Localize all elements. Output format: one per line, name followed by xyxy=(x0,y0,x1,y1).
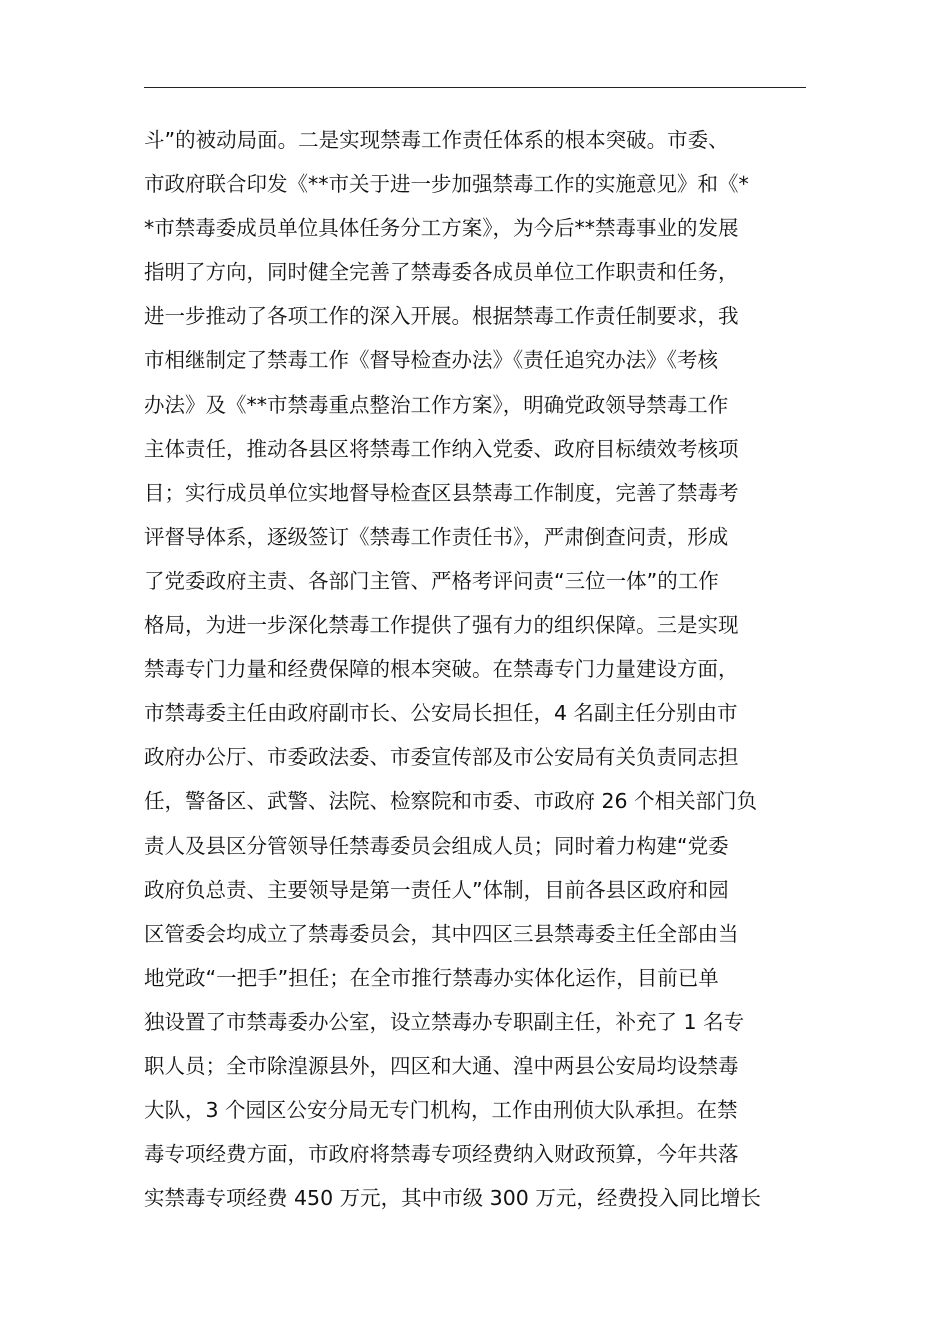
text-line: 区管委会均成立了禁毒委员会，其中四区三县禁毒委主任全部由当 xyxy=(144,921,739,946)
text-line: *市禁毒委成员单位具体任务分工方案》，为今后**禁毒事业的发展 xyxy=(144,216,739,241)
body-text xyxy=(144,118,808,1220)
text-line: 指明了方向，同时健全完善了禁毒委各成员单位工作职责和任务， xyxy=(144,260,739,285)
text-line: 格局，为进一步深化禁毒工作提供了强有力的组织保障。三是实现 xyxy=(144,613,739,638)
text-line: 目；实行成员单位实地督导检查区县禁毒工作制度，完善了禁毒考 xyxy=(144,480,739,505)
text-line: 独设置了市禁毒委办公室，设立禁毒办专职副主任，补充了 1 名专 xyxy=(144,1009,745,1034)
text-line: 政府负总责、主要领导是第一责任人”体制，目前各县区政府和园 xyxy=(144,877,729,902)
text-line: 毒专项经费方面，市政府将禁毒专项经费纳入财政预算，今年共落 xyxy=(144,1142,739,1167)
header-rule xyxy=(144,87,806,88)
text-line: 实禁毒专项经费 450 万元，其中市级 300 万元，经费投入同比增长 xyxy=(144,1186,761,1211)
text-line: 职人员；全市除湟源县外，四区和大通、湟中两县公安局均设禁毒 xyxy=(144,1053,739,1078)
text-line: 市禁毒委主任由政府副市长、公安局长担任，4 名副主任分别由市 xyxy=(144,701,738,726)
text-line: 市相继制定了禁毒工作《督导检查办法》《责任追究办法》《考核 xyxy=(144,348,718,373)
text-line: 主体责任，推动各县区将禁毒工作纳入党委、政府目标绩效考核项 xyxy=(144,436,739,461)
text-line: 任，警备区、武警、法院、检察院和市委、市政府 26 个相关部门负 xyxy=(144,789,758,814)
text-line: 地党政“一把手”担任；在全市推行禁毒办实体化运作，目前已单 xyxy=(144,965,719,990)
text-line: 大队，3 个园区公安分局无专门机构，工作由刑侦大队承担。在禁 xyxy=(144,1098,738,1123)
text-line: 政府办公厅、市委政法委、市委宣传部及市公安局有关负责同志担 xyxy=(144,745,739,770)
text-line: 斗”的被动局面。二是实现禁毒工作责任体系的根本突破。市委、 xyxy=(144,128,729,152)
text-line: 了党委政府主责、各部门主管、严格考评问责“三位一体”的工作 xyxy=(144,568,719,593)
text-line: 责人及县区分管领导任禁毒委员会组成人员；同时着力构建“党委 xyxy=(144,833,729,858)
text-line: 评督导体系，逐级签订《禁毒工作责任书》，严肃倒查问责，形成 xyxy=(144,524,729,549)
text-line: 办法》及《**市禁毒重点整治工作方案》，明确党政领导禁毒工作 xyxy=(144,392,729,417)
text-line: 禁毒专门力量和经费保障的根本突破。在禁毒专门力量建设方面， xyxy=(144,657,739,682)
text-line: 进一步推动了各项工作的深入开展。根据禁毒工作责任制要求，我 xyxy=(144,304,739,329)
text-line: 市政府联合印发《**市关于进一步加强禁毒工作的实施意见》和《* xyxy=(144,172,749,197)
